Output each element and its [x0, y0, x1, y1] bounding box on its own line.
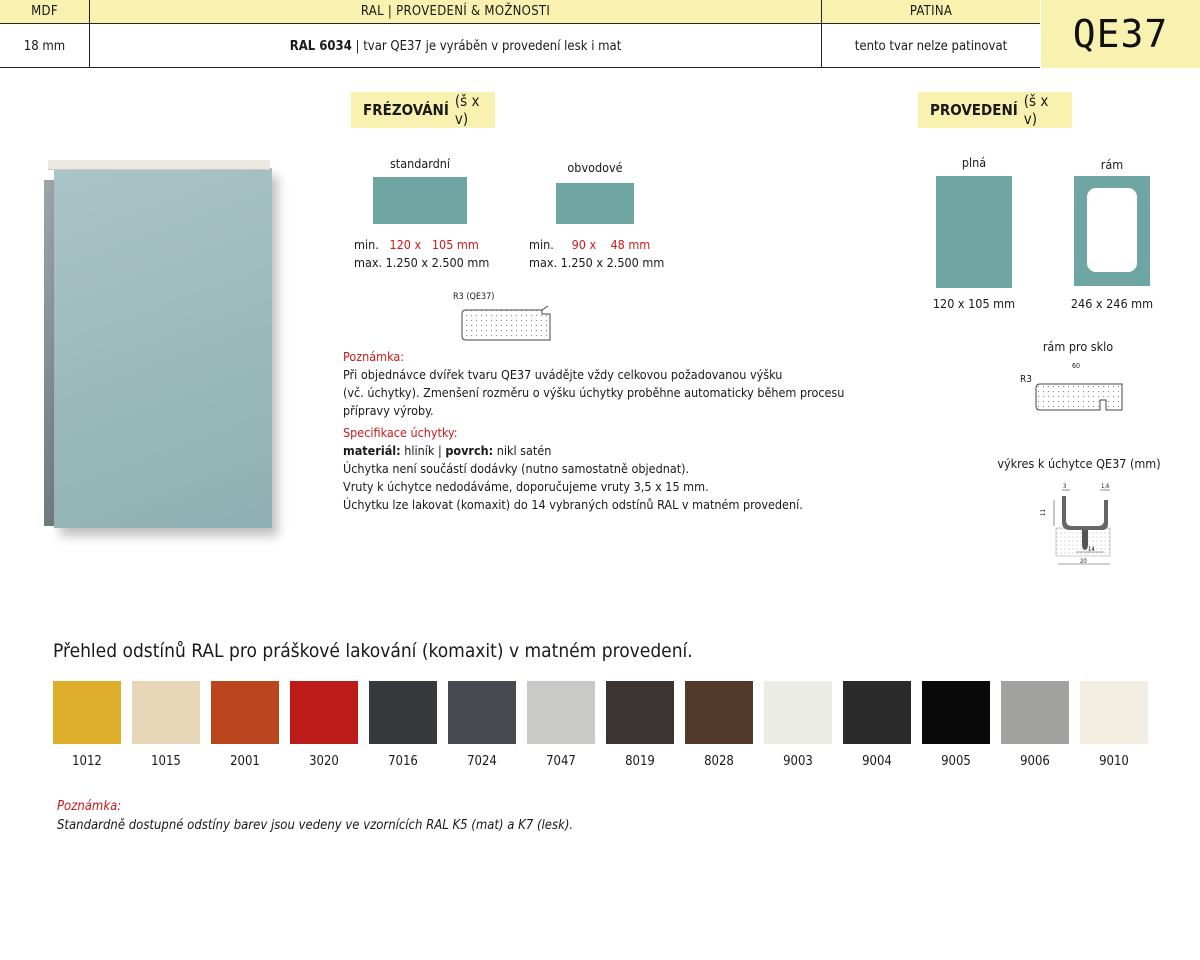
glass-frame-radius: R3: [1020, 374, 1032, 385]
order-note-title: Poznámka:: [343, 349, 405, 364]
ral-code-label: 8019: [625, 754, 655, 769]
value-thickness: 18 mm: [23, 38, 66, 54]
header-ral: RAL | PROVEDENÍ & MOŽNOSTI: [90, 0, 821, 24]
ral-swatch: [53, 681, 121, 744]
ral-description: | tvar QE37 je vyráběn v provedení lesk i mat: [351, 38, 622, 54]
ral-code-label: 7047: [546, 754, 576, 769]
milling-badge: FRÉZOVÁNÍ (š x v): [351, 92, 495, 128]
ral-swatch: [1001, 681, 1069, 744]
divider: [0, 67, 1040, 68]
ral-code-label: 1015: [151, 754, 181, 769]
milling-perimeter-dims: min. 90 x 48 mm max. 1.250 x 2.500 mm: [529, 237, 665, 270]
glass-frame-label: rám pro sklo: [1042, 339, 1114, 354]
ral-swatch: [1080, 681, 1148, 744]
ral-code-label: 8028: [704, 754, 734, 769]
handle-dim: 1,6: [1101, 483, 1110, 490]
milling-perimeter-label: obvodové: [567, 160, 623, 175]
value-patina: tento tvar nelze patinovat: [854, 38, 1008, 54]
ral-code-label: 1012: [72, 754, 102, 769]
ral-swatch: [448, 681, 516, 744]
finish-solid-label: plná: [961, 155, 987, 170]
ral-code-label: 9004: [862, 754, 892, 769]
finish-solid-swatch: [936, 176, 1012, 288]
handle-spec: Specifikace úchytky: materiál: hliník | povrch: nikl satén Úchytka není součástí dodávky (nutno samostatně objednat). Vruty k úchytce nedodáváme, doporučujeme vruty 3,5 x 15 mm. Úchytku lze lakovat (komaxit) do 14 vybraných odstínů RAL v matném provedení.: [343, 424, 853, 514]
handle-profile-drawing: [1040, 480, 1124, 570]
handle-dim: 11: [1039, 509, 1047, 516]
ral-swatch: [211, 681, 279, 744]
finish-solid-dims: 120 x 105 mm: [932, 296, 1016, 311]
ral-code-label: 9003: [783, 754, 813, 769]
ral-code-label: 2001: [230, 754, 260, 769]
ral-code-label: 9006: [1020, 754, 1050, 769]
header-patina: PATINA: [822, 0, 1040, 24]
handle-spec-title: Specifikace úchytky:: [343, 425, 458, 440]
ral-swatch: [290, 681, 358, 744]
order-note: Poznámka: Při objednávce dvířek tvaru QE37 uvádějte vždy celkovou požadovanou výšku (vč. úchytky). Zmenšení rozměru o výšku úchytky proběhne automaticky během procesu přípravy výroby.: [343, 348, 853, 420]
milling-profile-drawing: [460, 304, 552, 344]
finish-frame-dims: 246 x 246 mm: [1070, 296, 1154, 311]
value-ral: [90, 25, 821, 67]
spec-header-table: [0, 0, 1040, 68]
ral-code: RAL 6034: [289, 38, 352, 54]
handle-drawing-title: výkres k úchytce QE37 (mm): [997, 456, 1161, 471]
product-code: QE37: [1041, 0, 1200, 68]
finish-badge: PROVEDENÍ (š x v): [918, 92, 1072, 128]
ral-swatch: [606, 681, 674, 744]
handle-dim: 20: [1080, 558, 1087, 565]
divider: [89, 0, 90, 68]
ral-swatch: [922, 681, 990, 744]
ral-code-label: 7024: [467, 754, 497, 769]
ral-code-label: 7016: [388, 754, 418, 769]
ral-code-label: 3020: [309, 754, 339, 769]
milling-standard-dims: min. 120 x 105 mm max. 1.250 x 2.500 mm: [354, 237, 490, 270]
ral-code-label: 9005: [941, 754, 971, 769]
ral-swatch: [764, 681, 832, 744]
milling-standard-label: standardní: [389, 156, 451, 171]
handle-dim: 3: [1063, 483, 1067, 490]
milling-standard-swatch: [373, 177, 467, 224]
ral-swatch: [369, 681, 437, 744]
footer-note-title: Poznámka:: [57, 799, 122, 814]
profile-label: R3 (QE37): [453, 292, 495, 302]
milling-perimeter-swatch: [556, 183, 634, 224]
glass-frame-profile-drawing: [1032, 370, 1128, 414]
header-mdf: MDF: [0, 0, 89, 24]
ral-overview-title: Přehled odstínů RAL pro práškové lakování (komaxit) v matném provedení.: [53, 640, 693, 662]
handle-dim: 14: [1088, 546, 1095, 553]
footer-note-text: Standardně dostupné odstíny barev jsou vedeny ve vzornících RAL K5 (mat) a K7 (lesk).: [57, 818, 574, 833]
ral-swatch: [527, 681, 595, 744]
divider: [821, 0, 822, 68]
finish-frame-swatch: [1074, 176, 1150, 286]
ral-swatch: [132, 681, 200, 744]
finish-frame-label: rám: [1100, 157, 1124, 172]
glass-frame-width: 60: [1072, 362, 1081, 370]
ral-swatch: [685, 681, 753, 744]
ral-swatch: [843, 681, 911, 744]
ral-code-label: 9010: [1099, 754, 1129, 769]
